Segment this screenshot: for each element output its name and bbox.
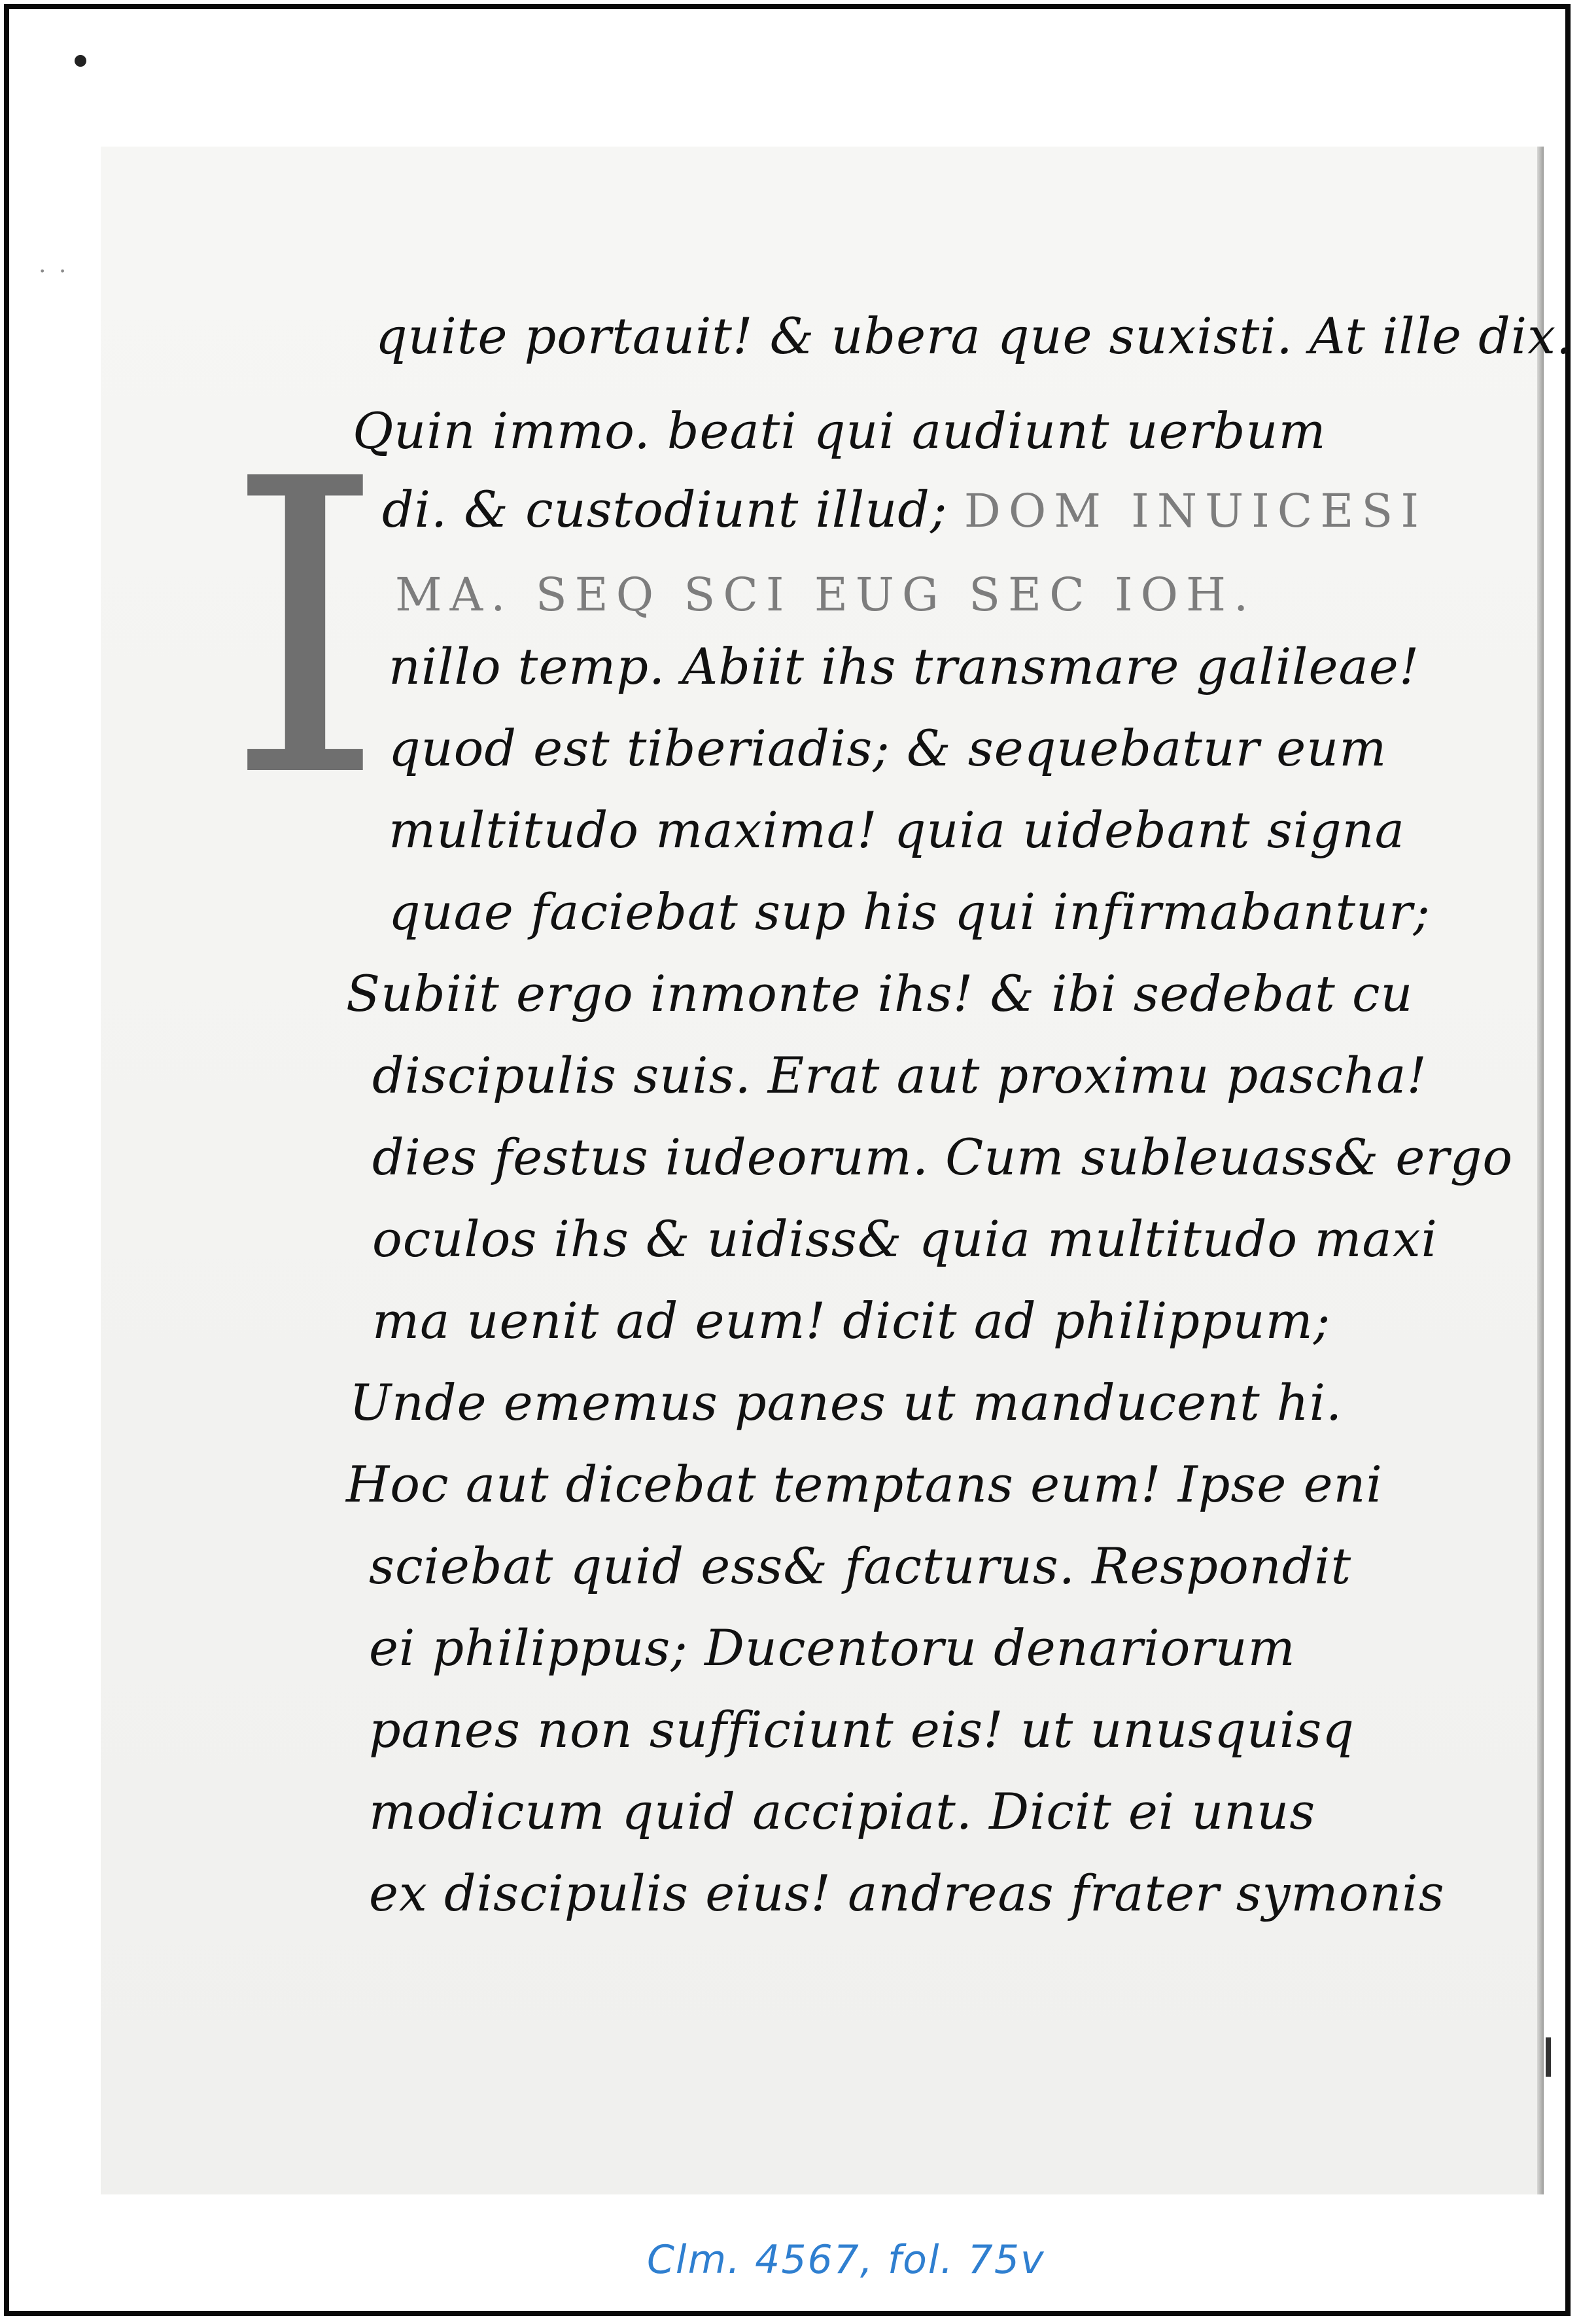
- text-line-2: Quin immo. beati qui audiunt uerbum: [353, 402, 1327, 460]
- text-line-5: quod est tiberiadis; & sequebatur eum: [389, 719, 1387, 777]
- text-line-6: multitudo maxima! quia uidebant signa: [389, 801, 1405, 859]
- text-line-13: Unde ememus panes ut manducent hi.: [349, 1373, 1343, 1432]
- text-line-3-text: di. & custodiunt illud;: [382, 480, 948, 538]
- text-line-12: ma uenit ad eum! dicit ad philippum;: [372, 1292, 1331, 1350]
- rubric-line-2: MA. SEQ SCI EUG SEC IOH.: [395, 568, 1257, 622]
- text-line-11: oculos ihs & uidiss& quia multitudo maxi: [372, 1210, 1438, 1268]
- text-line-1: quite portauit! & ubera que suxisti. At ille dix.: [375, 307, 1573, 365]
- text-line-14: Hoc aut dicebat temptans eum! Ipse eni: [346, 1455, 1383, 1513]
- shelfmark-label: Clm. 4567, fol. 75v: [647, 2237, 1045, 2283]
- text-line-7: quae faciebat sup his qui infirmabantur;: [389, 883, 1431, 941]
- margin-mark: . .: [39, 251, 69, 278]
- rubric-line-1: DOM INUICESI: [964, 484, 1427, 538]
- text-line-19: ex discipulis eius! andreas frater symonis: [369, 1864, 1445, 1922]
- text-line-16: ei philippus; Ducentoru denariorum: [369, 1619, 1296, 1677]
- text-line-4: nillo temp. Abiit ihs transmare galileae!: [389, 637, 1420, 695]
- text-line-18: modicum quid accipiat. Dicit ei unus: [369, 1782, 1316, 1840]
- decorated-initial: I: [225, 395, 385, 866]
- text-line-15: sciebat quid ess& facturus. Respondit: [369, 1537, 1352, 1595]
- text-line-17: panes non sufficiunt eis! ut unusquisq: [369, 1700, 1355, 1759]
- manuscript-text: [9, 9, 1573, 2311]
- text-line-8: Subiit ergo inmonte ihs! & ibi sedebat cu: [346, 964, 1414, 1023]
- photo-frame: [4, 4, 1571, 2316]
- text-line-9: discipulis suis. Erat aut proximu pascha!: [372, 1046, 1427, 1104]
- text-line-3: [382, 480, 1427, 540]
- text-line-10: dies festus iudeorum. Cum subleuass& ergo: [372, 1128, 1514, 1186]
